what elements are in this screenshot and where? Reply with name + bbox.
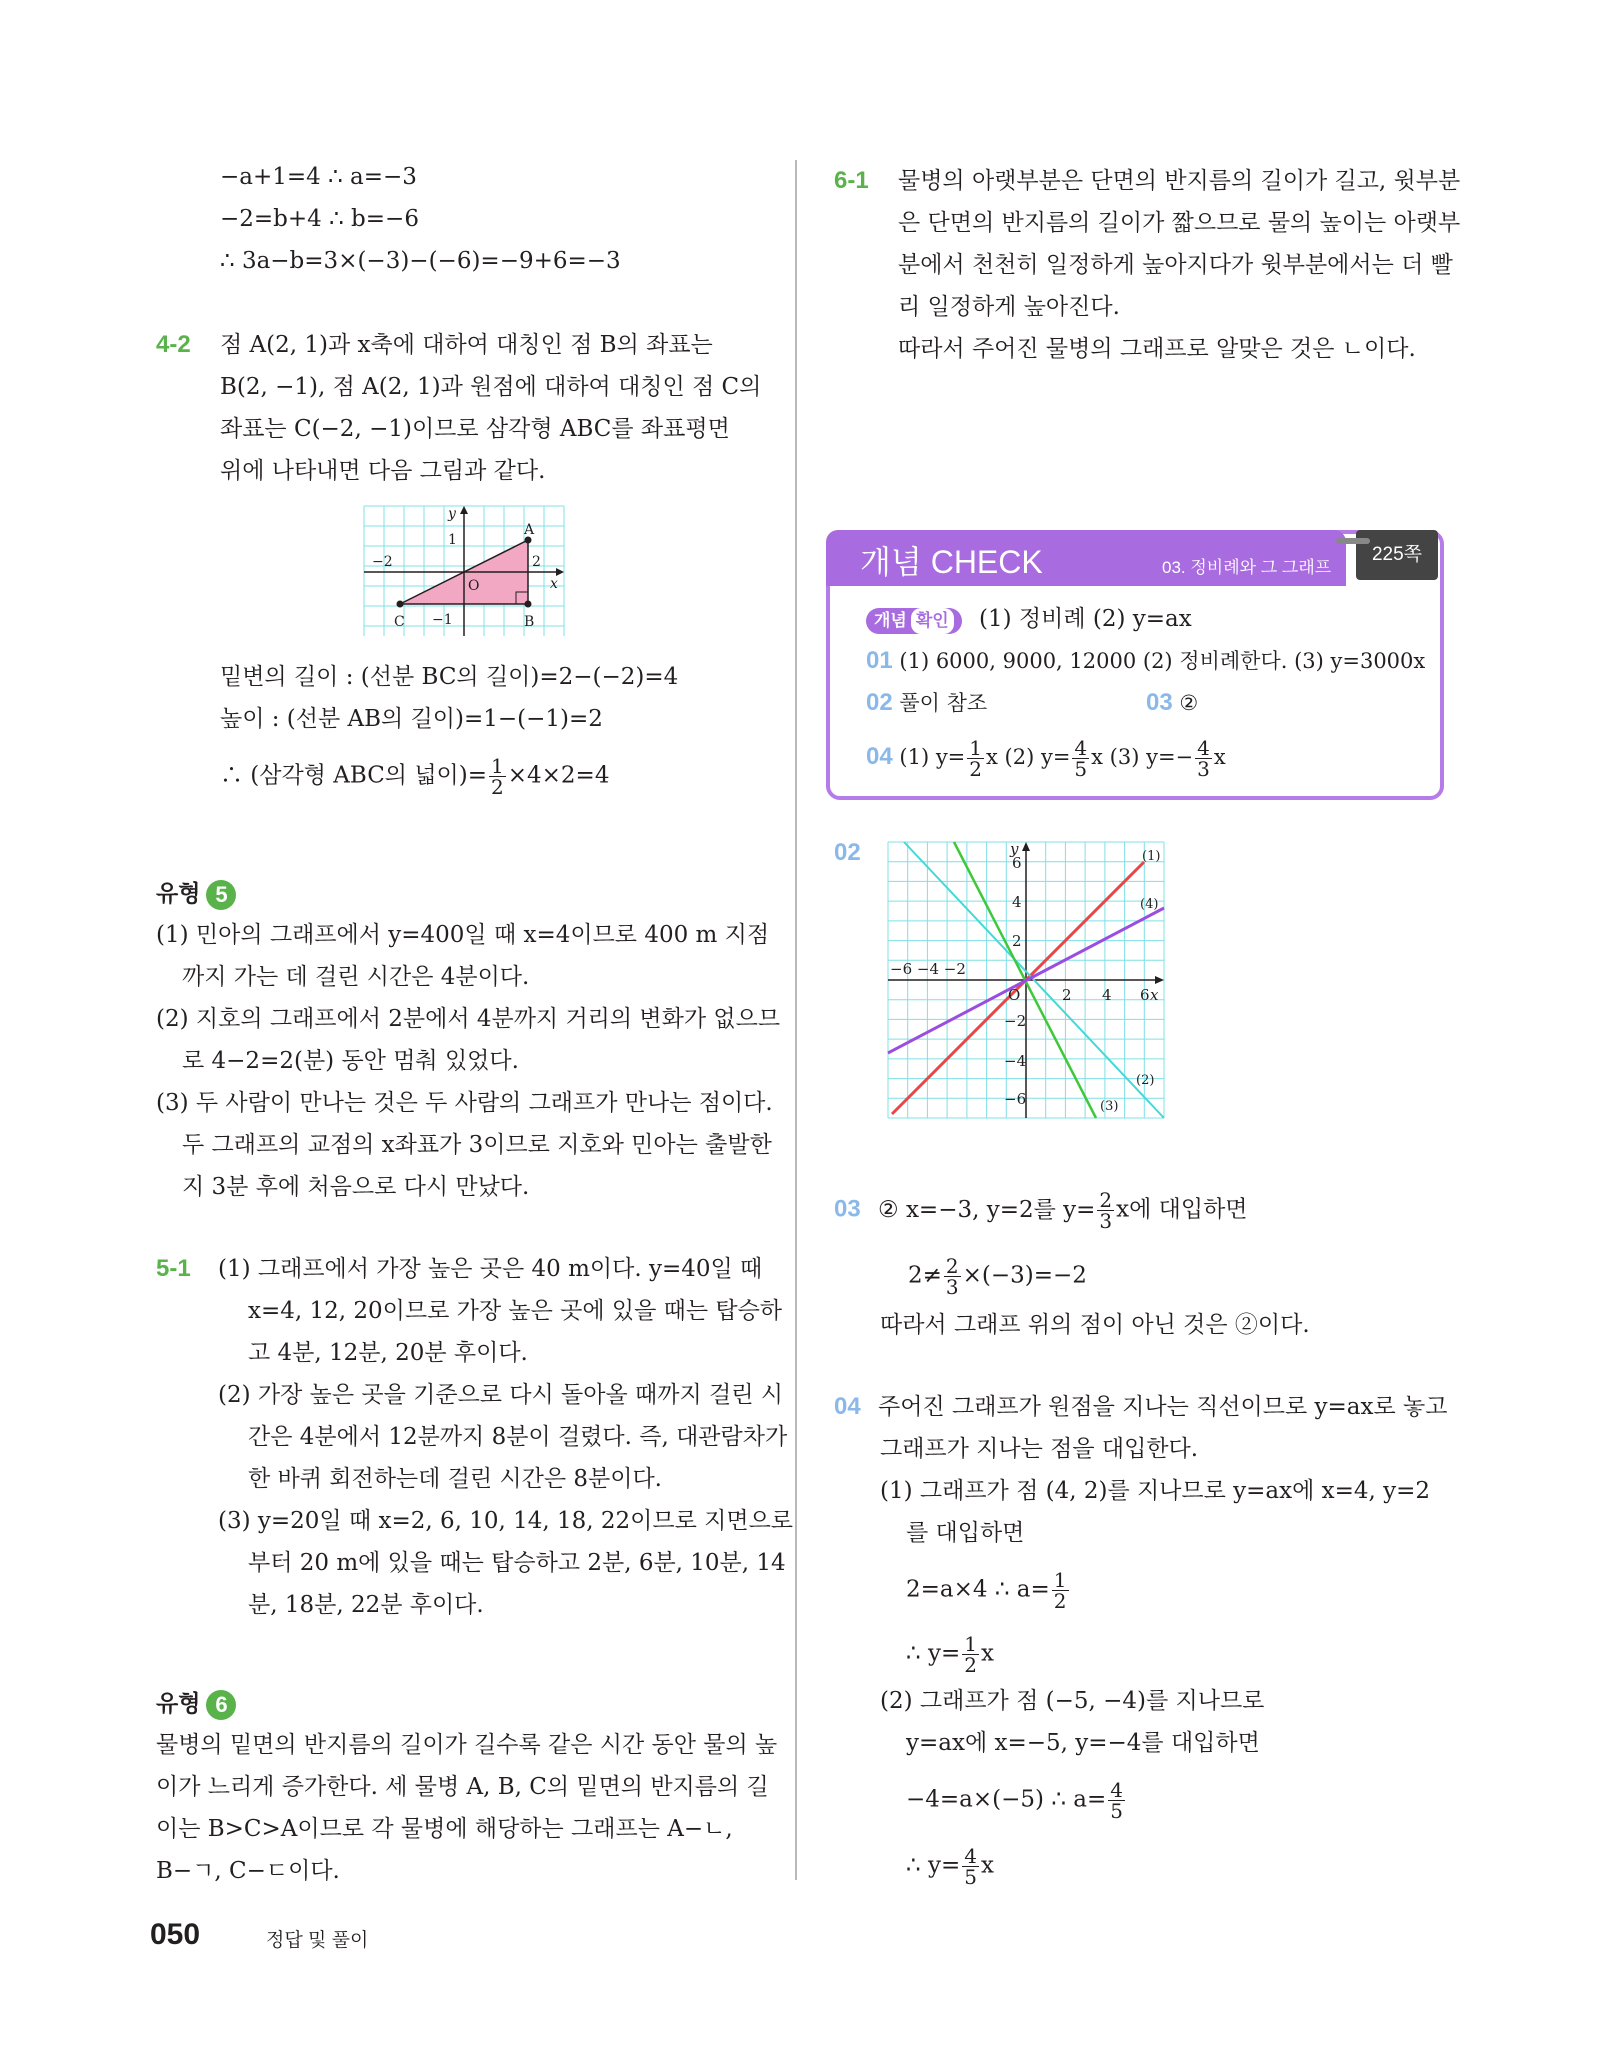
problem-number: 4-2 [156, 331, 191, 358]
concept-check-title: 개념 CHECK [860, 544, 1043, 580]
graph-label: −2 [372, 554, 393, 570]
graph-label: C [394, 614, 405, 630]
text-line: 위에 나타내면 다음 그림과 같다. [220, 458, 546, 484]
answer-04: 04 (1) y= $\frac{1}{2}$ x (2) y= $\frac{4}{5}$ x (3) y=− $\frac{4}{3}$ x [866, 736, 1226, 781]
text-line: (1) 그래프가 점 (4, 2)를 지나므로 y=ax에 x=4, y=2 [880, 1478, 1431, 1504]
answer-01: 01 (1) 6000, 9000, 12000 (2) 정비례한다. (3) y=3000x [866, 647, 1426, 674]
text-line: 까지 가는 데 걸린 시간은 4분이다. [182, 964, 530, 990]
equation-line: ∴ 3a−b=3×(−3)−(−6)=−9+6=−3 [220, 248, 621, 274]
text-line: (3) 두 사람이 만나는 것은 두 사람의 그래프가 만나는 점이다. [156, 1090, 773, 1116]
text-line: 분에서 천천히 일정하게 높아지다가 윗부분에서는 더 빨 [898, 252, 1453, 278]
graph-label: B [524, 614, 535, 630]
answer-02: 02 풀이 참조 [866, 689, 988, 716]
graph-label: 2 [1062, 986, 1072, 1004]
text-line: 좌표는 C(−2, −1)이므로 삼각형 ABC를 좌표평면 [220, 416, 730, 442]
concept-answer: 개념 확인 (1) 정비례 (2) y=ax [866, 604, 1192, 634]
answer-03: 03 ② [1146, 689, 1199, 716]
text-line: 높이 : (선분 AB의 길이)=1−(−1)=2 [220, 706, 603, 732]
graph-label: 2 [1012, 932, 1022, 950]
graph-label: O [468, 578, 480, 594]
graph-label: 6 [1012, 854, 1022, 872]
graph-label: 4 [1102, 986, 1112, 1004]
graph-label: −2 [1004, 1012, 1027, 1030]
graph-label: y [1010, 840, 1019, 858]
text-line: 물병의 밑면의 반지름의 길이가 길수록 같은 시간 동안 물의 높 [156, 1732, 778, 1758]
graph-label: x [1150, 986, 1159, 1004]
formula-text: ∴ (삼각형 ABC의 넓이)= [220, 762, 487, 789]
point-b [525, 601, 532, 608]
text-line: 를 대입하면 [906, 1520, 1025, 1546]
q03-line: 2≠ $\frac{2}{3}$ ×(−3)=−2 [908, 1254, 1087, 1299]
text-line: 고 4분, 12분, 20분 후이다. [248, 1340, 528, 1366]
text-line: y=ax에 x=−5, y=−4를 대입하면 [906, 1730, 1260, 1756]
graph-label: (1) [1142, 849, 1161, 864]
graph-label: −1 [432, 612, 453, 628]
area-formula [220, 756, 609, 797]
problem-number: 02 [834, 839, 861, 866]
text-line: 리 일정하게 높아진다. [898, 294, 1120, 320]
text-line: x=4, 12, 20이므로 가장 높은 곳에 있을 때는 탑승하 [248, 1298, 783, 1324]
text-line: 로 4−2=2(분) 동안 멈춰 있었다. [182, 1048, 519, 1074]
graph-label: (3) [1100, 1099, 1119, 1114]
footer-label: 정답 및 풀이 [266, 1930, 369, 1951]
text-line: 그래프가 지나는 점을 대입한다. [880, 1436, 1199, 1462]
q04-formula: ∴ y= $\frac{4}{5}$ x [906, 1844, 994, 1889]
graph-label: A [524, 522, 535, 538]
tag-clip-icon [1336, 538, 1370, 544]
type-heading: 유형 6 [156, 1688, 236, 1720]
type-badge: 5 [206, 880, 236, 910]
graph-label: y [448, 506, 456, 522]
text-line: B(2, −1), 점 A(2, 1)과 원점에 대하여 대칭인 점 C의 [220, 374, 762, 400]
equation-line: −a+1=4 ∴ a=−3 [220, 164, 417, 190]
text-line: 분, 18분, 22분 후이다. [248, 1592, 484, 1618]
page-number: 050 [150, 1918, 201, 1951]
text-line: 밑변의 길이 : (선분 BC의 길이)=2−(−2)=4 [220, 664, 679, 690]
graph-label: (2) [1136, 1073, 1155, 1088]
equation-line: −2=b+4 ∴ b=−6 [220, 206, 419, 232]
concept-tag: 개념 확인 [866, 608, 962, 634]
text-line: (2) 그래프가 점 (−5, −4)를 지나므로 [880, 1688, 1265, 1714]
graph-label: 1 [448, 532, 457, 548]
column-divider [795, 160, 797, 1880]
graph-label: −6 −4 −2 [890, 960, 966, 978]
type-heading: 유형 5 [156, 878, 236, 910]
q04-formula: ∴ y= $\frac{1}{2}$ x [906, 1632, 994, 1677]
q03-line: 03 ② x=−3, y=2를 y= $\frac{2}{3}$ x에 대입하면 [834, 1188, 1248, 1233]
text-line: 지 3분 후에 처음으로 다시 만났다. [182, 1174, 530, 1200]
text-line: 부터 20 m에 있을 때는 탑승하고 2분, 6분, 10분, 14 [248, 1550, 786, 1576]
text-line: (1) 민아의 그래프에서 y=400일 때 x=4이므로 400 m 지점 [156, 922, 770, 948]
concept-check-subtitle: 03. 정비례와 그 그래프 [1162, 558, 1332, 577]
text-line: 따라서 그래프 위의 점이 아닌 것은 ②이다. [880, 1312, 1310, 1338]
type-badge: 6 [206, 1690, 236, 1720]
text-line: 이는 B>C>A이므로 각 물병에 해당하는 그래프는 A−ㄴ, [156, 1816, 733, 1842]
graph-label: −6 [1004, 1090, 1027, 1108]
text-line: 이가 느리게 증가한다. 세 물병 A, B, C의 밑면의 반지름의 길 [156, 1774, 769, 1800]
page-reference-tag: 225쪽 [1356, 530, 1438, 580]
point-c [397, 601, 404, 608]
text-line: 두 그래프의 교점의 x좌표가 3이므로 지호와 민아는 출발한 [182, 1132, 772, 1158]
graph-label: 2 [532, 554, 541, 570]
text-line: 점 A(2, 1)과 x축에 대하여 대칭인 점 B의 좌표는 [220, 332, 713, 358]
proportion-graph [886, 840, 1166, 1120]
fraction: $\frac{1}{2}$ [491, 754, 504, 799]
text-line: (2) 가장 높은 곳을 기준으로 다시 돌아올 때까지 걸린 시 [218, 1382, 783, 1408]
text-line: 은 단면의 반지름의 길이가 짧으므로 물의 높이는 아랫부 [898, 210, 1461, 236]
graph-label: 4 [1012, 893, 1022, 911]
problem-number: 6-1 [834, 167, 869, 194]
text-line: 따라서 주어진 물병의 그래프로 알맞은 것은 ㄴ이다. [898, 336, 1416, 362]
graph-label: x [550, 576, 558, 592]
text-line: B−ㄱ, C−ㄷ이다. [156, 1858, 340, 1884]
q04-line: 04 주어진 그래프가 원점을 지나는 직선이므로 y=ax로 놓고 [834, 1393, 1448, 1420]
problem-number: 5-1 [156, 1255, 191, 1282]
graph-label: O [1008, 986, 1021, 1004]
text-line: 간은 4분에서 12분까지 8분이 걸렸다. 즉, 대관람차가 [248, 1424, 788, 1450]
text-line: (1) 그래프에서 가장 높은 곳은 40 m이다. y=40일 때 [218, 1256, 763, 1282]
graph-label: (4) [1140, 897, 1159, 912]
q04-formula: 2=a×4 ∴ a= $\frac{1}{2}$ [906, 1568, 1067, 1613]
graph-label: −4 [1004, 1052, 1027, 1070]
text-line: (2) 지호의 그래프에서 2분에서 4분까지 거리의 변화가 없으므 [156, 1006, 781, 1032]
formula-text: ×4×2=4 [507, 762, 610, 789]
text-line: 물병의 아랫부분은 단면의 반지름의 길이가 길고, 윗부분 [898, 168, 1461, 194]
graph-label: 6 [1140, 986, 1150, 1004]
q04-formula: −4=a×(−5) ∴ a= $\frac{4}{5}$ [906, 1778, 1123, 1823]
text-line: 한 바퀴 회전하는데 걸린 시간은 8분이다. [248, 1466, 662, 1492]
text-line: (3) y=20일 때 x=2, 6, 10, 14, 18, 22이므로 지면으로 [218, 1508, 794, 1534]
triangle-graph [362, 504, 566, 638]
